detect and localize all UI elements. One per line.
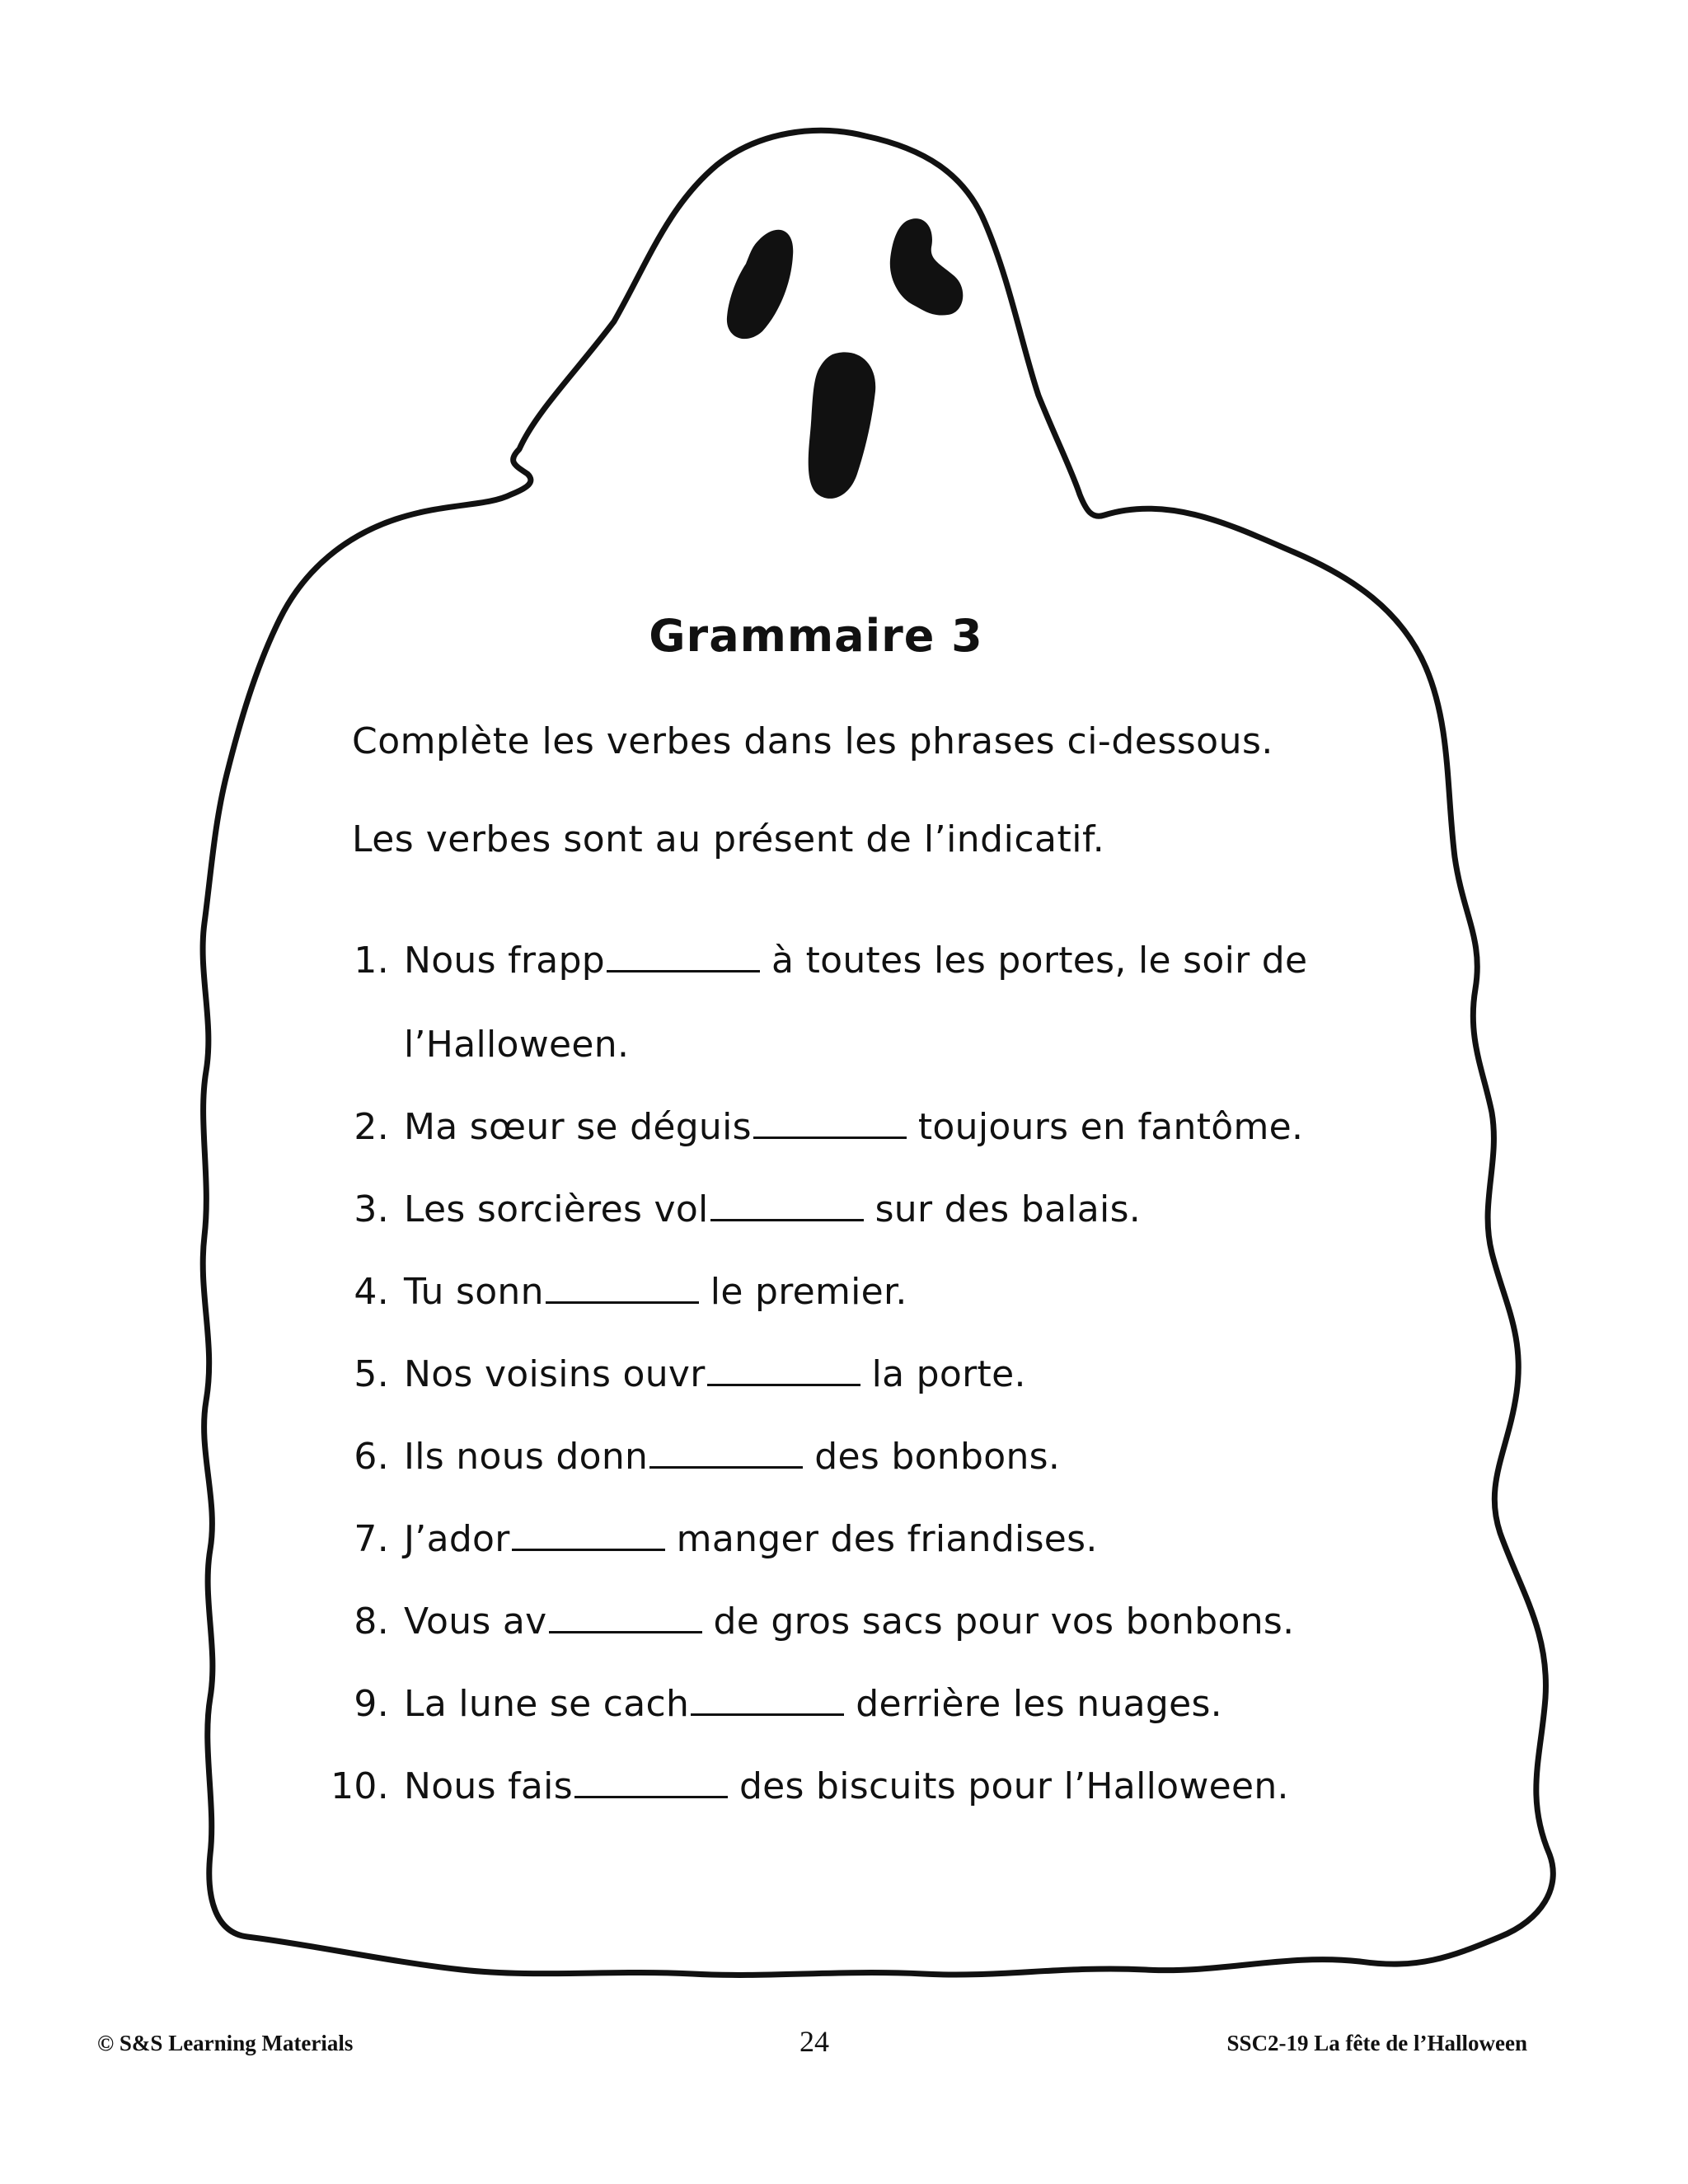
sentence-rest: toujours en fantôme. xyxy=(917,1106,1304,1148)
answer-blank[interactable] xyxy=(707,1356,860,1386)
instruction-line: Les verbes sont au présent de l’indicatif. xyxy=(352,818,1105,860)
footer-copyright: © S&S Learning Materials xyxy=(97,2031,354,2055)
verb-stem: Nous fais xyxy=(404,1765,573,1807)
ghost-right-eye xyxy=(890,218,963,315)
exercise-item xyxy=(313,1601,1418,1683)
exercise-number: 2. xyxy=(354,1106,389,1148)
verb-stem: Ma sœur se déguis xyxy=(404,1106,752,1148)
answer-blank[interactable] xyxy=(691,1685,844,1716)
sentence-rest: sur des balais. xyxy=(874,1188,1142,1230)
exercise-list xyxy=(313,940,1418,1848)
exercise-number: 3. xyxy=(354,1188,389,1230)
exercise-number: 7. xyxy=(354,1518,389,1560)
verb-stem: Nos voisins ouvr xyxy=(404,1353,706,1395)
verb-stem: Les sorcières vol xyxy=(404,1188,709,1230)
footer-page-number: 24 xyxy=(799,2025,829,2058)
ghost-left-eye xyxy=(727,230,793,339)
verb-stem: Ils nous donn xyxy=(404,1436,649,1478)
answer-blank[interactable] xyxy=(512,1521,665,1551)
sentence-rest: derrière les nuages. xyxy=(856,1683,1222,1725)
verb-stem: Nous frapp xyxy=(404,940,606,982)
exercise-item xyxy=(313,1683,1418,1765)
exercise-item xyxy=(313,1518,1418,1601)
answer-blank[interactable] xyxy=(753,1108,907,1139)
sentence-continuation: l’Halloween. xyxy=(404,1024,630,1066)
answer-blank[interactable] xyxy=(574,1768,728,1798)
answer-blank[interactable] xyxy=(549,1603,702,1633)
exercise-continuation xyxy=(313,1024,1418,1106)
exercise-number: 1. xyxy=(354,940,389,982)
answer-blank[interactable] xyxy=(607,942,760,972)
exercise-number: 9. xyxy=(354,1683,389,1725)
verb-stem: Vous av xyxy=(404,1601,547,1643)
page-title: Grammaire 3 xyxy=(649,610,983,662)
answer-blank[interactable] xyxy=(710,1191,864,1221)
sentence-rest: des biscuits pour l’Halloween. xyxy=(738,1765,1289,1807)
ghost-mouth xyxy=(809,352,876,499)
sentence-rest: de gros sacs pour vos bonbons. xyxy=(713,1601,1295,1643)
answer-blank[interactable] xyxy=(546,1273,699,1304)
exercise-number: 10. xyxy=(331,1765,389,1807)
sentence-rest: manger des friandises. xyxy=(676,1518,1098,1560)
exercise-item xyxy=(313,1353,1418,1436)
instruction-line: Complète les verbes dans les phrases ci-dessous. xyxy=(352,720,1273,762)
answer-blank[interactable] xyxy=(649,1438,803,1469)
sentence-rest: à toutes les portes, le soir de xyxy=(771,940,1308,982)
verb-stem: Tu sonn xyxy=(404,1271,544,1313)
exercise-number: 8. xyxy=(354,1601,389,1643)
exercise-item xyxy=(313,1271,1418,1353)
verb-stem: J’ador xyxy=(404,1518,510,1560)
exercise-number: 4. xyxy=(354,1271,389,1313)
exercise-item xyxy=(313,1106,1418,1188)
exercise-item xyxy=(313,1188,1418,1271)
sentence-rest: le premier. xyxy=(710,1271,907,1313)
footer-book-title: SSC2-19 La fête de l’Halloween xyxy=(1226,2031,1527,2055)
sentence-rest: des bonbons. xyxy=(814,1436,1061,1478)
exercise-item xyxy=(313,940,1418,1024)
exercise-item xyxy=(313,1436,1418,1518)
sentence-rest: la porte. xyxy=(871,1353,1026,1395)
exercise-number: 6. xyxy=(354,1436,389,1478)
exercise-number: 5. xyxy=(354,1353,389,1395)
verb-stem: La lune se cach xyxy=(404,1683,690,1725)
exercise-item xyxy=(313,1765,1418,1848)
